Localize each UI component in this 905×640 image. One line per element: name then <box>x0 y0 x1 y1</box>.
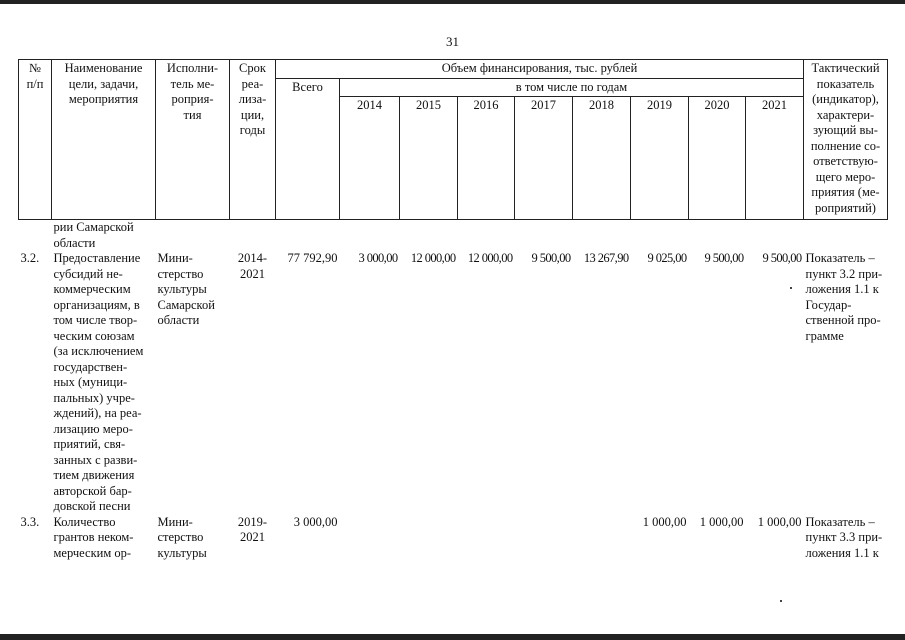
row-executor: Мини- стерство культуры <box>157 514 207 560</box>
header-num: № п/п <box>19 60 52 220</box>
page-number: 31 <box>446 34 459 49</box>
financing-table <box>18 59 888 561</box>
table-row <box>19 251 888 515</box>
header-year-2015: 2015 <box>400 97 458 220</box>
row-year-2020: 9 500,00 <box>704 251 744 265</box>
row-total: 77 792,90 <box>287 251 338 265</box>
row-year-2021: 1 000,00 <box>757 514 802 529</box>
header-term: Срок реа- лиза- ции, годы <box>230 60 276 220</box>
row-year-2019: 9 025,00 <box>647 251 687 265</box>
header-financing: Объем финансирования, тыс. рублей <box>276 60 804 79</box>
header-year-2016: 2016 <box>458 97 515 220</box>
row-year-2016 <box>458 515 515 562</box>
header-total: Всего <box>276 78 340 220</box>
row-num: 3.2. <box>20 251 40 265</box>
table-row <box>19 515 888 562</box>
row-year-2017: 9 500,00 <box>531 251 571 265</box>
row-name: Количество грантов неком- мерческим ор- <box>53 514 134 560</box>
header-year-2018: 2018 <box>573 97 631 220</box>
row-year-2015 <box>400 515 458 562</box>
row-term: 2019- 2021 <box>237 514 268 544</box>
row-year-2020: 1 000,00 <box>699 514 744 529</box>
row-year-2015: 12 000,00 <box>410 251 456 265</box>
header-year-2017: 2017 <box>515 97 573 220</box>
scan-speck <box>780 600 782 602</box>
row-indicator: Показатель – пункт 3.3 при- ложения 1.1 к <box>805 514 883 560</box>
scan-border-bottom <box>0 634 905 640</box>
row-num: 3.3. <box>20 514 40 529</box>
row-total: 3 000,00 <box>293 514 338 529</box>
row-year-2016: 12 000,00 <box>467 251 513 265</box>
table-row-continuation <box>19 220 888 252</box>
row-executor: Мини- стерство культуры Самарской области <box>157 251 215 327</box>
row-term: 2014- 2021 <box>237 251 268 281</box>
header-executor: Исполни- тель ме- роприя- тия <box>156 60 230 220</box>
row-name: Предоставление субсидий не- коммерческим организациям, в том числе твор- ческим союзам (за исключением государствен- ных (муници- пальных) учре- ждений), на реа- лизацию меро- приятий, свя- занных с разви- тием движения авторской бар- довской песни <box>53 251 144 513</box>
header-by-years: в том числе по годам <box>340 78 804 97</box>
header-year-2019: 2019 <box>631 97 689 220</box>
header-name: Наименование цели, задачи, мероприятия <box>52 60 156 220</box>
continuation-name: рии Самарской области <box>53 220 134 250</box>
row-year-2017 <box>515 515 573 562</box>
header-year-2021: 2021 <box>746 97 804 220</box>
header-year-2014: 2014 <box>340 97 400 220</box>
row-year-2021: 9 500,00 <box>762 251 802 265</box>
header-year-2020: 2020 <box>689 97 746 220</box>
scan-border-top <box>0 0 905 4</box>
row-year-2018: 13 267,90 <box>583 251 629 265</box>
row-year-2014: 3 000,00 <box>358 251 398 265</box>
scan-speck <box>790 287 792 289</box>
row-year-2019: 1 000,00 <box>642 514 687 529</box>
row-year-2018 <box>573 515 631 562</box>
row-indicator: Показатель – пункт 3.2 при- ложения 1.1 к Государ- ственной про- грамме <box>805 251 883 343</box>
row-year-2014 <box>340 515 400 562</box>
header-indicator: Тактический показатель (индикатор), характери- зующий вы- полнение со- ответствую- щего меро- приятия (ме- роприятий) <box>804 60 888 220</box>
